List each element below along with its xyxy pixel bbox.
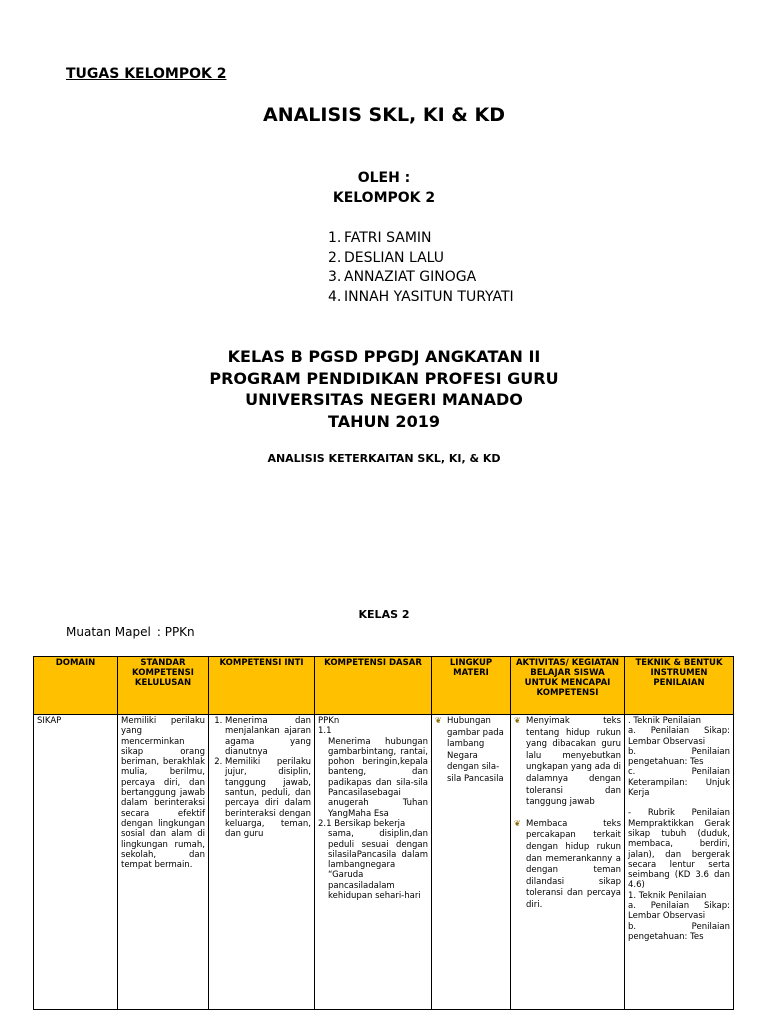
- penilaian-line: b. Penilaian pengetahuan: Tes: [628, 921, 730, 942]
- kd-subject: PPKn: [318, 716, 340, 726]
- penilaian-spacer: [628, 798, 730, 808]
- kd-1-text: Menerima hubungan gambarbintang, rantai, pohon beringin,kepala banteng, dan padikapas dan sila-sila Pancasilasebagai anugerah Tuhan YangMaha Esa: [328, 736, 428, 819]
- ki-item: 1. Menerima dan menjalankan ajaran agama yang dianutnya: [225, 716, 311, 757]
- kd-2-heading: [318, 819, 428, 829]
- member-number: 2.: [328, 249, 342, 266]
- garuda-emblem-icon: ❦: [514, 818, 521, 828]
- penilaian-line: a. Penilaian Sikap: Lembar Observasi: [628, 726, 730, 747]
- member-number: 4.: [328, 288, 342, 305]
- subject-value: : PPKn: [156, 625, 195, 639]
- class-label: KELAS 2: [358, 608, 410, 621]
- header-skl: STANDAR KOMPETENSI KELULUSAN: [118, 657, 209, 715]
- member-number: 3.: [328, 269, 342, 285]
- member-item: [328, 288, 514, 308]
- member-item: [328, 268, 514, 288]
- cell-aktivitas: [511, 715, 625, 1010]
- institution-program: PROGRAM PENDIDIKAN PROFESI GURU: [209, 368, 559, 388]
- garuda-emblem-icon: ❦: [435, 716, 442, 725]
- institution-university: UNIVERSITAS NEGERI MANADO: [245, 390, 523, 409]
- cell-materi: [432, 715, 511, 1010]
- materi-text: Hubungan gambar pada lambang Negara dengan sila-sila Pancasila: [447, 716, 504, 784]
- header-domain: DOMAIN: [34, 657, 118, 715]
- table-header-row: [34, 657, 734, 715]
- cell-skl: Memiliki perilaku yang mencerminkan sikap orang beriman, berakhlak mulia, berilmu, percaya diri, dan bertanggung jawab dalam berinteraksi secara efektif dengan lingkungan sosial dan alam di lingkungan rumah, sekolah, dan tempat bermain.: [118, 715, 209, 1010]
- institution-class: KELAS B PGSD PPGDJ ANGKATAN II: [227, 347, 541, 366]
- garuda-emblem-icon: ❦: [514, 716, 521, 725]
- analysis-table: [33, 656, 734, 1010]
- kd-2-first: Bersikap bekerja: [334, 818, 406, 829]
- subject-label: Muatan Mapel: [66, 625, 151, 639]
- ki-list: [212, 716, 311, 840]
- member-number: 1.: [328, 230, 342, 246]
- institution-block: [0, 346, 768, 432]
- penilaian-line: c. Penilaian Keterampilan: Unjuk Kerja: [628, 767, 730, 799]
- materi-item: [435, 716, 507, 786]
- institution-year: TAHUN 2019: [328, 411, 440, 431]
- aktivitas-text: Menyimak teks tentang hidup rukun yang dibacakan guru lalu menyebutkan ungkapan yang ada di dalamnya dengan toleransi dan tanggung jawab: [526, 716, 621, 808]
- header-materi: LINGKUP MATERI: [432, 657, 511, 715]
- penilaian-line: 1. Teknik Penilaian: [628, 890, 707, 901]
- header-penilaian: TEKNIK & BENTUK INSTRUMEN PENILAIAN: [625, 657, 734, 715]
- header-kd: KOMPETENSI DASAR: [315, 657, 432, 715]
- member-item: [328, 249, 514, 269]
- group-name: KELOMPOK 2: [332, 190, 436, 206]
- cell-penilaian: [625, 715, 734, 1010]
- penilaian-line: . Teknik Penilaian: [628, 716, 702, 726]
- kd-2-text: sama, disiplin,dan peduli sesuai dengan silasilaPancasila dalam lambangnegara “Garuda pancasiladalam kehidupan sehari-hari: [328, 829, 428, 902]
- member-item: [328, 229, 514, 249]
- aktivitas-text: Membaca teks percakapan terkait dengan hidup rukun dan memerankanny a dengan teman dilandasi sikap toleransi dan percaya diri.: [526, 818, 621, 910]
- document-title: ANALISIS SKL, KI & KD: [263, 104, 505, 126]
- member-name: FATRI SAMIN: [344, 230, 432, 246]
- penilaian-line: a. Penilaian Sikap: Lembar Observasi: [628, 901, 730, 922]
- table-row: [34, 715, 734, 1010]
- cell-domain: SIKAP: [34, 715, 118, 1010]
- author-label: OLEH :: [357, 170, 411, 186]
- group-label: TUGAS KELOMPOK 2: [66, 66, 227, 82]
- section-subtitle: ANALISIS KETERKAITAN SKL, KI, & KD: [267, 452, 501, 465]
- penilaian-line: - Rubrik Penilaian Mempraktikkan Gerak sikap tubuh (duduk, membaca, berdiri, jalan), dan bergerak secara lentur serta seimbang (KD 3.6 dan 4.6): [628, 808, 730, 891]
- header-ki: KOMPETENSI INTI: [209, 657, 315, 715]
- member-name: DESLIAN LALU: [344, 249, 444, 266]
- penilaian-line: b. Penilaian pengetahuan: Tes: [628, 746, 730, 768]
- member-name: INNAH YASITUN TURYATI: [344, 288, 514, 305]
- subject-line: [66, 625, 195, 639]
- aktivitas-item: [514, 716, 621, 809]
- cell-ki: [209, 715, 315, 1010]
- aktivitas-item: [514, 819, 621, 912]
- cell-kd: [315, 715, 432, 1010]
- member-list: [328, 229, 514, 307]
- kd-2-number: 2.1: [318, 818, 332, 829]
- member-name: ANNAZIAT GINOGA: [344, 269, 477, 285]
- ki-item: 2. Memiliki perilaku jujur, disiplin, tanggung jawab, santun, peduli, dan percaya diri dalam berinteraksi dengan keluarga, teman, dan guru: [225, 757, 311, 839]
- header-aktivitas: AKTIVITAS/ KEGIATAN BELAJAR SISWA UNTUK MENCAPAI KOMPETENSI: [511, 657, 625, 715]
- kd-1-number: 1.1: [318, 726, 332, 737]
